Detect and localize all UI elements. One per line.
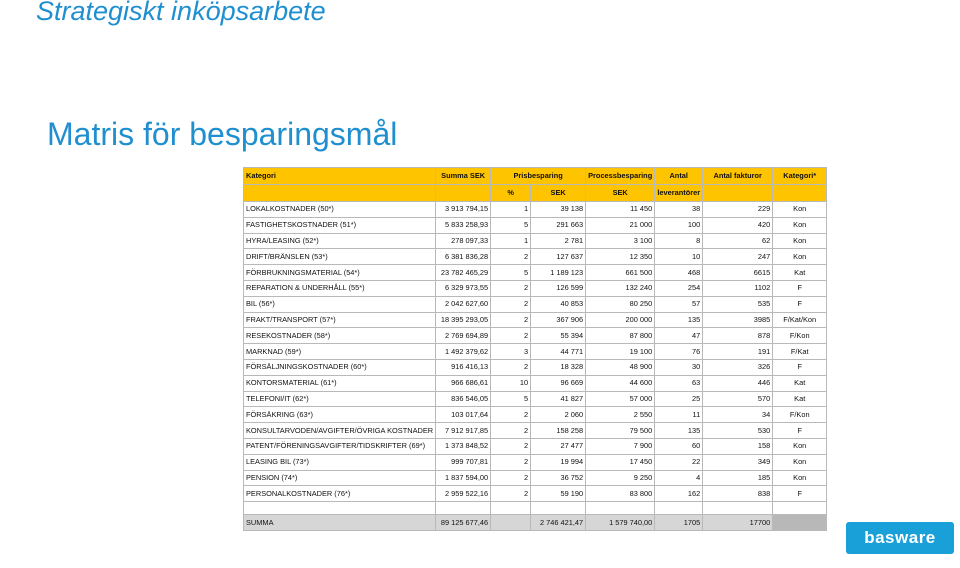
table-row [244, 280, 827, 296]
cell-summa: 7 912 917,85 [436, 423, 491, 439]
cell-leverantorer: 47 [655, 328, 703, 344]
cell-pris-sek: 44 771 [531, 344, 586, 360]
cell-process-sek: 87 800 [586, 328, 655, 344]
cell-kategori: LOKALKOSTNADER (50*) [244, 202, 436, 218]
cell-summa: 836 546,05 [436, 391, 491, 407]
cell-pris-sek: 158 258 [531, 423, 586, 439]
cell-summa: 999 707,81 [436, 454, 491, 470]
cell-pris-sek: 126 599 [531, 280, 586, 296]
cell-pct: 5 [491, 391, 531, 407]
cell-fakturor: 34 [703, 407, 773, 423]
header-pris-sek: SEK [531, 185, 586, 202]
cell-fakturor: 6615 [703, 265, 773, 281]
cell-process-sek: 17 450 [586, 454, 655, 470]
cell-fakturor: 1102 [703, 280, 773, 296]
cell-kat: F [773, 423, 827, 439]
cell-pct: 1 [491, 202, 531, 218]
cell-process-sek: 9 250 [586, 470, 655, 486]
cell-leverantorer: 254 [655, 280, 703, 296]
cell-kat: Kon [773, 249, 827, 265]
cell-kategori: FÖRSÄKRING (63*) [244, 407, 436, 423]
table-row [244, 454, 827, 470]
cell-pct: 2 [491, 407, 531, 423]
table-row [244, 249, 827, 265]
cell-process-sek: 3 100 [586, 233, 655, 249]
cell-pct: 2 [491, 249, 531, 265]
summa-process-sek: 1 579 740,00 [586, 515, 655, 531]
table-row [244, 217, 827, 233]
cell-summa: 6 381 836,28 [436, 249, 491, 265]
cell-pct: 10 [491, 375, 531, 391]
summa-kategori [773, 515, 827, 531]
summa-total: 89 125 677,46 [436, 515, 491, 531]
header-empty [703, 185, 773, 202]
cell-pris-sek: 40 853 [531, 296, 586, 312]
header-kategori-star: Kategori* [773, 168, 827, 185]
cell-summa: 966 686,61 [436, 375, 491, 391]
cell-pct: 2 [491, 312, 531, 328]
cell-fakturor: 326 [703, 359, 773, 375]
cell-leverantorer: 25 [655, 391, 703, 407]
cell-summa: 916 416,13 [436, 359, 491, 375]
cell-fakturor: 530 [703, 423, 773, 439]
cell-summa: 23 782 465,29 [436, 265, 491, 281]
cell-leverantorer: 76 [655, 344, 703, 360]
cell-fakturor: 420 [703, 217, 773, 233]
cell-kat: Kon [773, 470, 827, 486]
cell-kategori: FASTIGHETSKOSTNADER (51*) [244, 217, 436, 233]
cell-kategori: LEASING BIL (73*) [244, 454, 436, 470]
cell-kat: F [773, 486, 827, 502]
cell-kategori: DRIFT/BRÄNSLEN (53*) [244, 249, 436, 265]
cell-summa: 103 017,64 [436, 407, 491, 423]
cell-leverantorer: 10 [655, 249, 703, 265]
cell-process-sek: 661 500 [586, 265, 655, 281]
cell-kat: Kat [773, 265, 827, 281]
header-prisbesparing: Prisbesparing [491, 168, 586, 185]
cell-fakturor: 191 [703, 344, 773, 360]
cell-pct: 2 [491, 296, 531, 312]
cell-summa: 2 959 522,16 [436, 486, 491, 502]
summa-row [244, 515, 827, 531]
cell-kat: F [773, 296, 827, 312]
header-empty [773, 185, 827, 202]
table-row [244, 486, 827, 502]
cell-leverantorer: 162 [655, 486, 703, 502]
cell-leverantorer: 4 [655, 470, 703, 486]
header-leverantorer: leverantörer [655, 185, 703, 202]
slide-subtitle: Matris för besparingsmål [47, 116, 398, 152]
cell-kategori: REPARATION & UNDERHÅLL (55*) [244, 280, 436, 296]
summa-leverantorer: 1705 [655, 515, 703, 531]
cell-kat: F/Kat/Kon [773, 312, 827, 328]
cell-pris-sek: 2 060 [531, 407, 586, 423]
cell-process-sek: 7 900 [586, 438, 655, 454]
table-row [244, 296, 827, 312]
cell-leverantorer: 30 [655, 359, 703, 375]
cell-kat: Kon [773, 438, 827, 454]
cell-fakturor: 3985 [703, 312, 773, 328]
cell-process-sek: 12 350 [586, 249, 655, 265]
cell-kategori: FRAKT/TRANSPORT (57*) [244, 312, 436, 328]
cell-process-sek: 11 450 [586, 202, 655, 218]
cell-kategori: TELEFONI/IT (62*) [244, 391, 436, 407]
cell-process-sek: 83 800 [586, 486, 655, 502]
header-pct: % [491, 185, 531, 202]
cell-kategori: MARKNAD (59*) [244, 344, 436, 360]
cell-summa: 6 329 973,55 [436, 280, 491, 296]
cell-kategori: KONTORSMATERIAL (61*) [244, 375, 436, 391]
cell-fakturor: 62 [703, 233, 773, 249]
summa-pris-sek: 2 746 421,47 [531, 515, 586, 531]
cell-fakturor: 229 [703, 202, 773, 218]
cell-leverantorer: 22 [655, 454, 703, 470]
cell-fakturor: 878 [703, 328, 773, 344]
cell-process-sek: 44 600 [586, 375, 655, 391]
cell-leverantorer: 135 [655, 312, 703, 328]
table-row [244, 233, 827, 249]
summa-label: SUMMA [244, 515, 436, 531]
cell-fakturor: 535 [703, 296, 773, 312]
cell-pris-sek: 127 637 [531, 249, 586, 265]
cell-summa: 1 837 594,00 [436, 470, 491, 486]
cell-process-sek: 21 000 [586, 217, 655, 233]
header-row-1 [244, 168, 827, 185]
cell-pris-sek: 59 190 [531, 486, 586, 502]
cell-leverantorer: 11 [655, 407, 703, 423]
cell-process-sek: 200 000 [586, 312, 655, 328]
table-row [244, 312, 827, 328]
slide-title: Strategiskt inköpsarbete [36, 0, 326, 26]
table-row [244, 202, 827, 218]
cell-process-sek: 57 000 [586, 391, 655, 407]
cell-process-sek: 79 500 [586, 423, 655, 439]
header-antal-fakturor: Antal fakturor [703, 168, 773, 185]
cell-pct: 3 [491, 344, 531, 360]
cell-kategori: RESEKOSTNADER (58*) [244, 328, 436, 344]
cell-leverantorer: 63 [655, 375, 703, 391]
cell-pris-sek: 39 138 [531, 202, 586, 218]
spacer-row [244, 502, 827, 515]
cell-pct: 5 [491, 217, 531, 233]
cell-leverantorer: 57 [655, 296, 703, 312]
cell-pct: 2 [491, 423, 531, 439]
cell-fakturor: 185 [703, 470, 773, 486]
summa-fakturor: 17700 [703, 515, 773, 531]
table-row [244, 344, 827, 360]
header-empty [436, 185, 491, 202]
summa-pct [491, 515, 531, 531]
cell-process-sek: 80 250 [586, 296, 655, 312]
header-empty [244, 185, 436, 202]
cell-leverantorer: 135 [655, 423, 703, 439]
cell-pct: 2 [491, 438, 531, 454]
cell-pris-sek: 291 663 [531, 217, 586, 233]
cell-fakturor: 446 [703, 375, 773, 391]
cell-leverantorer: 8 [655, 233, 703, 249]
cell-pris-sek: 96 669 [531, 375, 586, 391]
cell-pct: 2 [491, 359, 531, 375]
cell-kategori: FÖRBRUKNINGSMATERIAL (54*) [244, 265, 436, 281]
cell-summa: 278 097,33 [436, 233, 491, 249]
cell-kat: F/Kat [773, 344, 827, 360]
cell-summa: 1 492 379,62 [436, 344, 491, 360]
cell-leverantorer: 468 [655, 265, 703, 281]
cell-fakturor: 158 [703, 438, 773, 454]
table-row [244, 328, 827, 344]
cell-pris-sek: 18 328 [531, 359, 586, 375]
cell-kat: Kat [773, 375, 827, 391]
cell-leverantorer: 100 [655, 217, 703, 233]
cell-kategori: PATENT/FÖRENINGSAVGIFTER/TIDSKRIFTER (69*) [244, 438, 436, 454]
table-row [244, 407, 827, 423]
cell-kat: Kon [773, 217, 827, 233]
cell-kat: Kon [773, 454, 827, 470]
cell-leverantorer: 38 [655, 202, 703, 218]
cell-kategori: HYRA/LEASING (52*) [244, 233, 436, 249]
cell-pct: 1 [491, 233, 531, 249]
cell-process-sek: 2 550 [586, 407, 655, 423]
cell-summa: 2 769 694,89 [436, 328, 491, 344]
cell-kat: Kon [773, 233, 827, 249]
savings-matrix-table [243, 167, 827, 531]
cell-kat: Kon [773, 202, 827, 218]
cell-fakturor: 838 [703, 486, 773, 502]
cell-pct: 2 [491, 454, 531, 470]
matrix-body [244, 202, 827, 502]
cell-pct: 2 [491, 486, 531, 502]
cell-kat: F/Kon [773, 328, 827, 344]
cell-pris-sek: 1 189 123 [531, 265, 586, 281]
header-antal: Antal [655, 168, 703, 185]
cell-process-sek: 132 240 [586, 280, 655, 296]
table-row [244, 438, 827, 454]
cell-summa: 18 395 293,05 [436, 312, 491, 328]
table-row [244, 265, 827, 281]
header-process-sek: SEK [586, 185, 655, 202]
cell-pris-sek: 36 752 [531, 470, 586, 486]
table-row [244, 470, 827, 486]
cell-pct: 2 [491, 328, 531, 344]
cell-kat: F/Kon [773, 407, 827, 423]
header-processbesparing: Processbesparing [586, 168, 655, 185]
cell-process-sek: 19 100 [586, 344, 655, 360]
table-row [244, 375, 827, 391]
cell-kategori: FÖRSÄLJNINGSKOSTNADER (60*) [244, 359, 436, 375]
cell-kat: F [773, 280, 827, 296]
cell-pris-sek: 19 994 [531, 454, 586, 470]
header-row-2 [244, 185, 827, 202]
cell-pct: 2 [491, 280, 531, 296]
header-kategori: Kategori [244, 168, 436, 185]
cell-summa: 1 373 848,52 [436, 438, 491, 454]
cell-pris-sek: 2 781 [531, 233, 586, 249]
cell-fakturor: 247 [703, 249, 773, 265]
cell-summa: 2 042 627,60 [436, 296, 491, 312]
cell-pct: 2 [491, 470, 531, 486]
cell-pris-sek: 41 827 [531, 391, 586, 407]
cell-leverantorer: 60 [655, 438, 703, 454]
table-row [244, 423, 827, 439]
cell-kategori: KONSULTARVODEN/AVGIFTER/ÖVRIGA KOSTNADER [244, 423, 436, 439]
cell-fakturor: 349 [703, 454, 773, 470]
cell-summa: 5 833 258,93 [436, 217, 491, 233]
header-summa: Summa SEK [436, 168, 491, 185]
cell-summa: 3 913 794,15 [436, 202, 491, 218]
cell-pris-sek: 27 477 [531, 438, 586, 454]
cell-pris-sek: 367 906 [531, 312, 586, 328]
cell-kategori: BIL (56*) [244, 296, 436, 312]
cell-kategori: PERSONALKOSTNADER (76*) [244, 486, 436, 502]
cell-pris-sek: 55 394 [531, 328, 586, 344]
table-row [244, 359, 827, 375]
basware-logo: basware [846, 522, 954, 554]
cell-fakturor: 570 [703, 391, 773, 407]
cell-kategori: PENSION (74*) [244, 470, 436, 486]
cell-process-sek: 48 900 [586, 359, 655, 375]
cell-kat: F [773, 359, 827, 375]
table-row [244, 391, 827, 407]
cell-pct: 5 [491, 265, 531, 281]
cell-kat: Kat [773, 391, 827, 407]
